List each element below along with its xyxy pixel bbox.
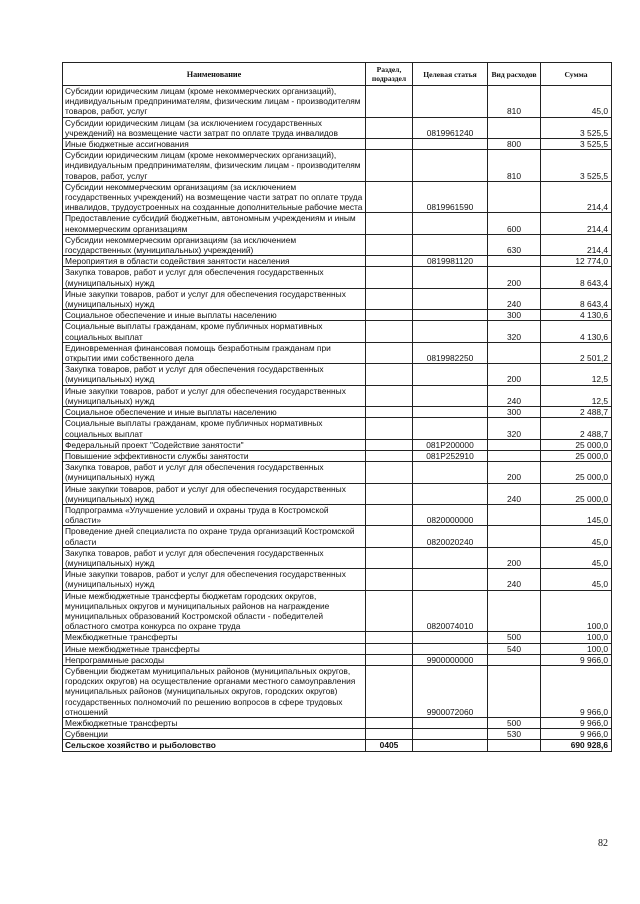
cell-target xyxy=(413,150,488,182)
cell-sum: 3 525,5 xyxy=(541,117,612,138)
table-row xyxy=(63,117,612,138)
cell-section xyxy=(366,139,413,150)
cell-sum: 214,4 xyxy=(541,234,612,255)
cell-section xyxy=(366,385,413,406)
cell-section xyxy=(366,256,413,267)
table-row xyxy=(63,418,612,439)
cell-name: Иные межбюджетные трансферты xyxy=(63,643,366,654)
cell-name: Иные закупки товаров, работ и услуг для обеспечения государственных (муниципальных) нужд xyxy=(63,483,366,504)
cell-type xyxy=(488,450,541,461)
cell-type: 200 xyxy=(488,364,541,385)
table-row xyxy=(63,364,612,385)
cell-sum: 2 501,2 xyxy=(541,342,612,363)
table-row xyxy=(63,213,612,234)
table-row xyxy=(63,590,612,632)
cell-sum: 3 525,5 xyxy=(541,150,612,182)
cell-section xyxy=(366,547,413,568)
cell-name: Иные закупки товаров, работ и услуг для обеспечения государственных (муниципальных) нужд xyxy=(63,385,366,406)
cell-sum: 2 488,7 xyxy=(541,418,612,439)
table-row xyxy=(63,342,612,363)
cell-name: Закупка товаров, работ и услуг для обеспечения государственных (муниципальных) нужд xyxy=(63,547,366,568)
cell-target xyxy=(413,139,488,150)
cell-name: Социальные выплаты гражданам, кроме публичных нормативных социальных выплат xyxy=(63,418,366,439)
cell-target: 0819961590 xyxy=(413,181,488,213)
cell-section xyxy=(366,267,413,288)
cell-target xyxy=(413,310,488,321)
cell-section xyxy=(366,310,413,321)
table-row xyxy=(63,321,612,342)
table-row xyxy=(63,483,612,504)
cell-type: 240 xyxy=(488,569,541,590)
cell-type: 240 xyxy=(488,288,541,309)
table-row xyxy=(63,139,612,150)
table-row xyxy=(63,632,612,643)
page-number: 82 xyxy=(598,838,608,849)
cell-target: 0820020240 xyxy=(413,526,488,547)
table-row xyxy=(63,256,612,267)
cell-type: 500 xyxy=(488,717,541,728)
table-row xyxy=(63,654,612,665)
cell-section xyxy=(366,729,413,740)
cell-section xyxy=(366,665,413,717)
table-row xyxy=(63,267,612,288)
table-row xyxy=(63,729,612,740)
table-row xyxy=(63,234,612,255)
cell-type: 300 xyxy=(488,310,541,321)
cell-sum: 12 774,0 xyxy=(541,256,612,267)
cell-section xyxy=(366,439,413,450)
cell-section xyxy=(366,117,413,138)
cell-type: 810 xyxy=(488,86,541,118)
cell-sum: 9 966,0 xyxy=(541,729,612,740)
cell-name: Субсидии некоммерческим организациям (за исключением государственных учреждений) на возмещение части затрат по оплате труда инвалидов, трудоустроенных на созданные дополнительные рабочие места xyxy=(63,181,366,213)
cell-section xyxy=(366,407,413,418)
cell-type xyxy=(488,654,541,665)
cell-target xyxy=(413,729,488,740)
cell-type: 320 xyxy=(488,321,541,342)
cell-name: Иные закупки товаров, работ и услуг для обеспечения государственных (муниципальных) нужд xyxy=(63,569,366,590)
cell-section: 0405 xyxy=(366,740,413,751)
cell-sum: 9 966,0 xyxy=(541,717,612,728)
cell-target: 0820000000 xyxy=(413,504,488,525)
header-section: Раздел, подраздел xyxy=(366,63,413,86)
cell-section xyxy=(366,569,413,590)
cell-target: 9900000000 xyxy=(413,654,488,665)
cell-sum: 145,0 xyxy=(541,504,612,525)
cell-sum: 2 488,7 xyxy=(541,407,612,418)
cell-type xyxy=(488,181,541,213)
cell-sum: 12,5 xyxy=(541,385,612,406)
cell-target xyxy=(413,643,488,654)
cell-target: 081P200000 xyxy=(413,439,488,450)
cell-section xyxy=(366,364,413,385)
cell-section xyxy=(366,150,413,182)
budget-table-sheet xyxy=(62,62,611,752)
header-name: Наименование xyxy=(63,63,366,86)
cell-type xyxy=(488,342,541,363)
cell-section xyxy=(366,86,413,118)
table-row xyxy=(63,740,612,751)
cell-target xyxy=(413,385,488,406)
cell-type: 600 xyxy=(488,213,541,234)
table-row xyxy=(63,288,612,309)
cell-name: Иные бюджетные ассигнования xyxy=(63,139,366,150)
cell-sum: 100,0 xyxy=(541,643,612,654)
cell-target xyxy=(413,483,488,504)
cell-name: Субсидии юридическим лицам (кроме некоммерческих организаций), индивидуальным предпринимателям, физическим лицам - производителям товаров, работ, услуг xyxy=(63,86,366,118)
cell-type xyxy=(488,665,541,717)
cell-name: Мероприятия в области содействия занятости населения xyxy=(63,256,366,267)
cell-name: Социальное обеспечение и иные выплаты населению xyxy=(63,310,366,321)
cell-sum: 45,0 xyxy=(541,547,612,568)
cell-sum: 45,0 xyxy=(541,526,612,547)
cell-section xyxy=(366,590,413,632)
table-row xyxy=(63,310,612,321)
cell-sum: 3 525,5 xyxy=(541,139,612,150)
cell-type xyxy=(488,526,541,547)
table-header-row xyxy=(63,63,612,86)
cell-type xyxy=(488,439,541,450)
header-target: Целевая статья xyxy=(413,63,488,86)
cell-name: Иные закупки товаров, работ и услуг для обеспечения государственных (муниципальных) нужд xyxy=(63,288,366,309)
cell-name: Закупка товаров, работ и услуг для обеспечения государственных (муниципальных) нужд xyxy=(63,462,366,483)
cell-name: Подпрограмма «Улучшение условий и охраны труда в Костромской области» xyxy=(63,504,366,525)
cell-section xyxy=(366,342,413,363)
table-row xyxy=(63,450,612,461)
cell-type: 540 xyxy=(488,643,541,654)
cell-target xyxy=(413,569,488,590)
cell-type: 810 xyxy=(488,150,541,182)
cell-type: 240 xyxy=(488,385,541,406)
cell-target: 0819961240 xyxy=(413,117,488,138)
cell-section xyxy=(366,213,413,234)
table-row xyxy=(63,385,612,406)
cell-name: Социальные выплаты гражданам, кроме публичных нормативных социальных выплат xyxy=(63,321,366,342)
cell-sum: 25 000,0 xyxy=(541,483,612,504)
table-row xyxy=(63,150,612,182)
cell-section xyxy=(366,654,413,665)
cell-target: 0819982250 xyxy=(413,342,488,363)
cell-type: 240 xyxy=(488,483,541,504)
cell-type xyxy=(488,590,541,632)
cell-name: Закупка товаров, работ и услуг для обеспечения государственных (муниципальных) нужд xyxy=(63,267,366,288)
cell-type xyxy=(488,504,541,525)
cell-target: 0820074010 xyxy=(413,590,488,632)
table-row xyxy=(63,86,612,118)
cell-name: Проведение дней специалиста по охране труда организаций Костромской области xyxy=(63,526,366,547)
cell-target xyxy=(413,462,488,483)
table-row xyxy=(63,665,612,717)
table-row xyxy=(63,569,612,590)
cell-type: 200 xyxy=(488,462,541,483)
cell-type: 200 xyxy=(488,267,541,288)
cell-sum: 690 928,6 xyxy=(541,740,612,751)
cell-sum: 214,4 xyxy=(541,213,612,234)
cell-sum: 4 130,6 xyxy=(541,321,612,342)
cell-section xyxy=(366,483,413,504)
cell-name: Субвенции бюджетам муниципальных районов (муниципальных округов, городских округов) на осуществление органами местного самоуправления муниципальных районов (муниципальных округов, городских округов) государственных полномочий по решению вопросов в сфере трудовых отношений xyxy=(63,665,366,717)
cell-section xyxy=(366,418,413,439)
cell-target xyxy=(413,547,488,568)
cell-type xyxy=(488,117,541,138)
cell-name: Иные межбюджетные трансферты бюджетам городских округов, муниципальных округов и муниципальных районов на награждение муниципальных образований Костромской области - победителей областного смотра конкурса по охране труда xyxy=(63,590,366,632)
cell-name: Федеральный проект "Содействие занятости" xyxy=(63,439,366,450)
table-row xyxy=(63,547,612,568)
cell-name: Сельское хозяйство и рыболовство xyxy=(63,740,366,751)
cell-section xyxy=(366,643,413,654)
cell-sum: 45,0 xyxy=(541,86,612,118)
cell-name: Социальное обеспечение и иные выплаты населению xyxy=(63,407,366,418)
cell-target xyxy=(413,288,488,309)
cell-type: 500 xyxy=(488,632,541,643)
cell-sum: 214,4 xyxy=(541,181,612,213)
cell-target xyxy=(413,267,488,288)
cell-name: Субвенции xyxy=(63,729,366,740)
cell-target: 081P252910 xyxy=(413,450,488,461)
cell-sum: 100,0 xyxy=(541,632,612,643)
cell-section xyxy=(366,321,413,342)
cell-target: 0819981120 xyxy=(413,256,488,267)
table-row xyxy=(63,407,612,418)
cell-section xyxy=(366,632,413,643)
cell-section xyxy=(366,288,413,309)
cell-type: 630 xyxy=(488,234,541,255)
cell-section xyxy=(366,450,413,461)
cell-target xyxy=(413,717,488,728)
cell-sum: 25 000,0 xyxy=(541,439,612,450)
cell-target xyxy=(413,234,488,255)
cell-sum: 9 966,0 xyxy=(541,665,612,717)
cell-sum: 45,0 xyxy=(541,569,612,590)
cell-type: 200 xyxy=(488,547,541,568)
cell-name: Межбюджетные трансферты xyxy=(63,717,366,728)
cell-target: 9900072060 xyxy=(413,665,488,717)
cell-sum: 9 966,0 xyxy=(541,654,612,665)
cell-name: Субсидии юридическим лицам (кроме некоммерческих организаций), индивидуальным предпринимателям, физическим лицам - производителям товаров, работ, услуг xyxy=(63,150,366,182)
cell-sum: 100,0 xyxy=(541,590,612,632)
table-row xyxy=(63,504,612,525)
cell-target xyxy=(413,740,488,751)
cell-name: Межбюджетные трансферты xyxy=(63,632,366,643)
cell-target xyxy=(413,364,488,385)
cell-name: Закупка товаров, работ и услуг для обеспечения государственных (муниципальных) нужд xyxy=(63,364,366,385)
cell-type xyxy=(488,256,541,267)
cell-sum: 4 130,6 xyxy=(541,310,612,321)
cell-name: Субсидии юридическим лицам (за исключением государственных учреждений) на возмещение части затрат по оплате труда инвалидов xyxy=(63,117,366,138)
cell-name: Субсидии некоммерческим организациям (за исключением государственных (муниципальных) учреждений) xyxy=(63,234,366,255)
cell-type xyxy=(488,740,541,751)
cell-name: Единовременная финансовая помощь безработным гражданам при открытии ими собственного дела xyxy=(63,342,366,363)
cell-section xyxy=(366,181,413,213)
header-sum: Сумма xyxy=(541,63,612,86)
cell-sum: 25 000,0 xyxy=(541,450,612,461)
cell-name: Предоставление субсидий бюджетным, автономным учреждениям и иным некоммерческим организациям xyxy=(63,213,366,234)
table-row xyxy=(63,181,612,213)
budget-table xyxy=(62,62,612,752)
table-row xyxy=(63,526,612,547)
cell-section xyxy=(366,462,413,483)
cell-sum: 8 643,4 xyxy=(541,288,612,309)
cell-sum: 25 000,0 xyxy=(541,462,612,483)
cell-section xyxy=(366,526,413,547)
cell-section xyxy=(366,717,413,728)
table-row xyxy=(63,439,612,450)
cell-type: 300 xyxy=(488,407,541,418)
cell-target xyxy=(413,407,488,418)
cell-target xyxy=(413,321,488,342)
cell-target xyxy=(413,86,488,118)
header-type: Вид расходов xyxy=(488,63,541,86)
cell-type: 530 xyxy=(488,729,541,740)
cell-name: Повышение эффективности службы занятости xyxy=(63,450,366,461)
cell-type: 800 xyxy=(488,139,541,150)
cell-target xyxy=(413,418,488,439)
cell-section xyxy=(366,504,413,525)
cell-sum: 8 643,4 xyxy=(541,267,612,288)
cell-sum: 12,5 xyxy=(541,364,612,385)
table-row xyxy=(63,462,612,483)
cell-name: Непрограммные расходы xyxy=(63,654,366,665)
cell-section xyxy=(366,234,413,255)
cell-target xyxy=(413,213,488,234)
table-row xyxy=(63,643,612,654)
table-body xyxy=(63,86,612,752)
cell-type: 320 xyxy=(488,418,541,439)
table-row xyxy=(63,717,612,728)
cell-target xyxy=(413,632,488,643)
